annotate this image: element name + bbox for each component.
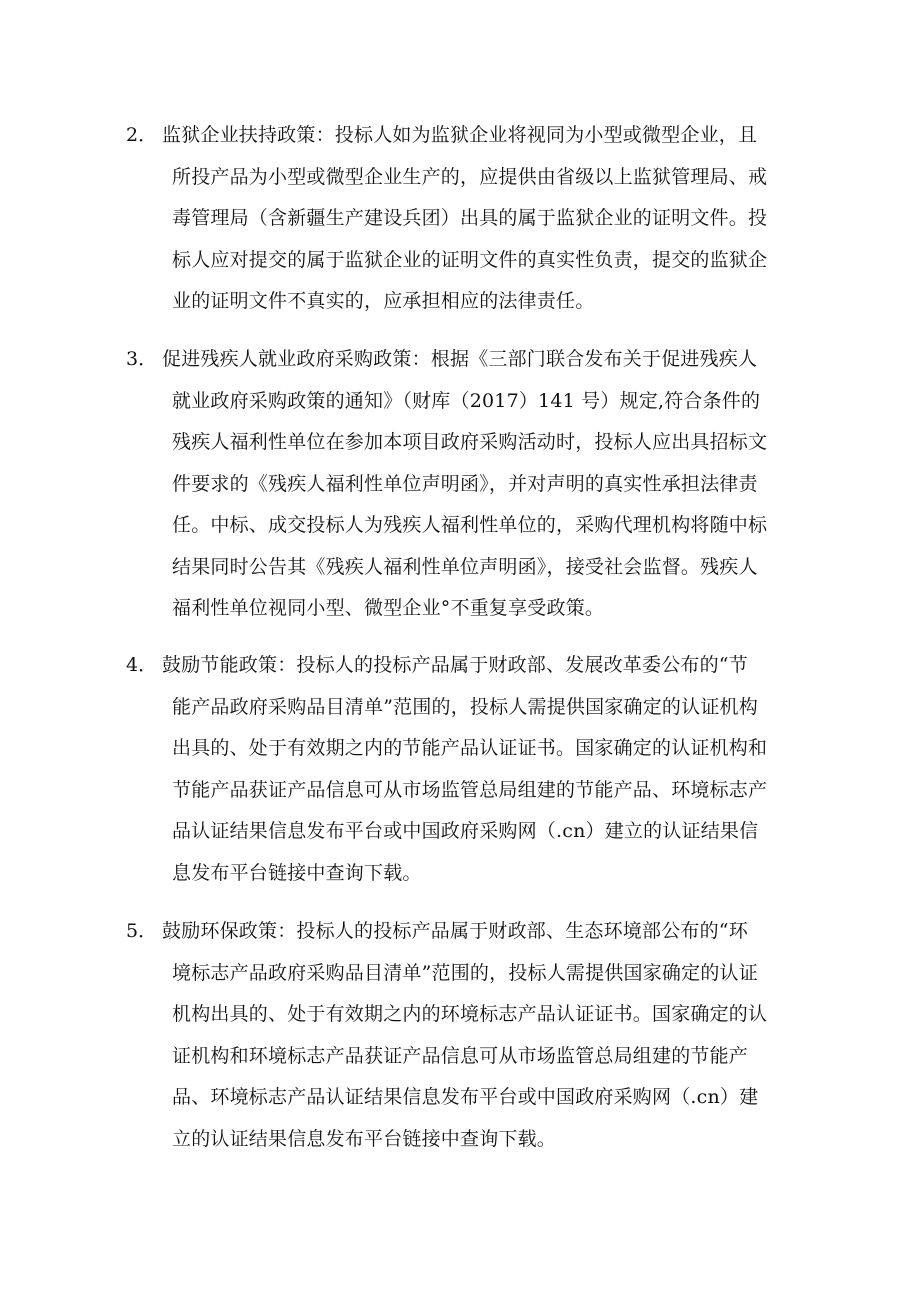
item-line: 证机构和环境标志产品获证产品信息可从市场监管总局组建的节能产	[172, 1044, 749, 1067]
item-line: 机构出具的、处于有效期之内的环境标志产品认证证书。国家确定的认	[172, 1003, 768, 1025]
item-number: 3．	[126, 348, 158, 370]
item-line: 能产品政府采购品目清单”范围的，投标人需提供国家确定的认证机构	[172, 695, 758, 718]
item-line: 节能产品获证产品信息可从市场监管总局组建的节能产品、环境标志产	[172, 778, 768, 801]
item-number: 5．	[126, 920, 158, 942]
item-line: 就业政府采购政策的通知》（财库（2017）141 号）规定,符合条件的	[172, 389, 761, 412]
item-line: 品认证结果信息发布平台或中国政府采购网（.cn）建立的认证结果信	[172, 820, 759, 842]
item-line: 境标志产品政府采购品目清单”范围的，投标人需提供国家确定的认证	[172, 961, 758, 984]
item-line: 毒管理局（含新疆生产建设兵团）出具的属于监狱企业的证明文件。投	[172, 207, 768, 229]
item-line: 监狱企业扶持政策：投标人如为监狱企业将视同为小型或微型企业，且	[162, 124, 758, 146]
item-line: 立的认证结果信息发布平台链接中查询下载。	[172, 1127, 557, 1150]
item-line: 品、环境标志产品认证结果信息发布平台或中国政府采购网（.cn）建	[172, 1086, 759, 1108]
item-line: 件要求的《残疾人福利性单位声明函》，并对声明的真实性承担法律责	[172, 472, 758, 495]
item-line: 所投产品为小型或微型企业生产的，应提供由省级以上监狱管理局、戒	[172, 165, 768, 188]
item-number: 2．	[126, 124, 158, 146]
policy-item-energy-saving	[126, 645, 826, 894]
item-line: 出具的、处于有效期之内的节能产品认证证书。国家确定的认证机构和	[172, 737, 768, 759]
policy-item-disabled-employment	[126, 339, 826, 630]
policy-item-prison-enterprise	[126, 115, 826, 323]
item-number: 4．	[126, 654, 158, 676]
item-line: 结果同时公告其《残疾人福利性单位声明函》，接受社会监督。残疾人	[172, 555, 758, 578]
item-line: 福利性单位视同小型、微型企业°不重复享受政策。	[172, 597, 605, 619]
item-line: 任。中标、成交投标人为残疾人福利性单位的，采购代理机构将随中标	[172, 514, 768, 536]
item-line: 鼓励环保政策：投标人的投标产品属于财政部、生态环境部公布的“环	[162, 920, 748, 942]
item-line: 促进残疾人就业政府采购政策：根据《三部门联合发布关于促进残疾人	[162, 348, 758, 370]
item-line: 残疾人福利性单位在参加本项目政府采购活动时，投标人应出具招标文	[172, 431, 768, 453]
item-line: 息发布平台链接中查询下载。	[172, 861, 422, 884]
policy-item-environmental	[126, 911, 826, 1160]
item-line: 标人应对提交的属于监狱企业的证明文件的真实性负责，提交的监狱企	[172, 248, 768, 271]
item-line: 鼓励节能政策：投标人的投标产品属于财政部、发展改革委公布的“节	[162, 654, 748, 676]
item-line: 业的证明文件不真实的，应承担相应的法律责任。	[172, 290, 595, 312]
